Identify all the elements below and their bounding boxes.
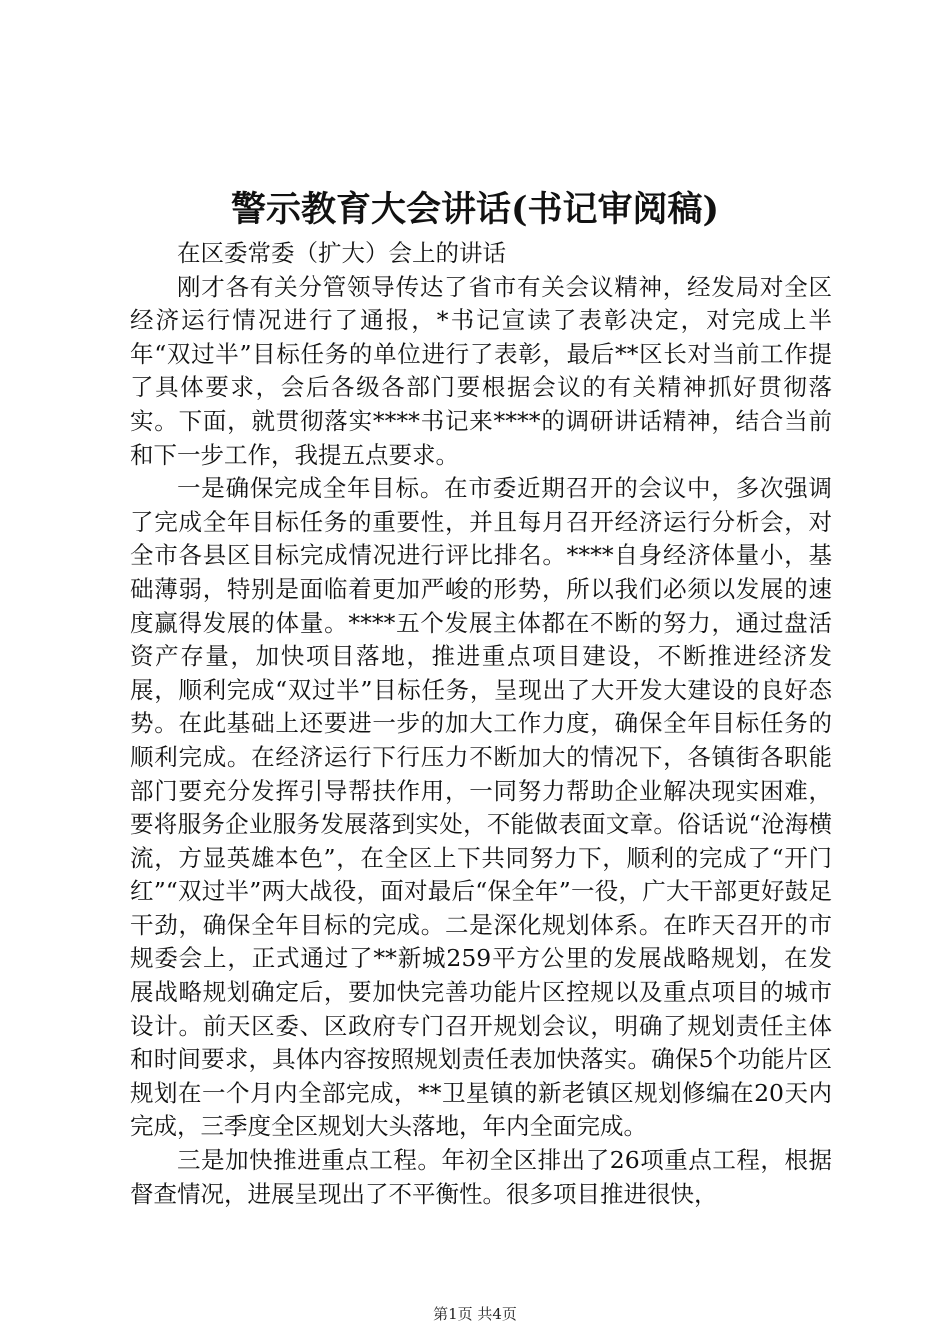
- document-title: 警示教育大会讲话(书记审阅稿): [230, 189, 720, 230]
- document-body: [130, 237, 832, 1211]
- body-paragraph-points: 一是确保完成全年目标。在市委近期召开的会议中，多次强调了完成全年目标任务的重要性，并且每月召开经济运行分析会，对全市各县区目标完成情况进行评比排名。****自身经济体量小，基础薄弱，特别是面临着更加严峻的形势，所以我们必须以发展的速度赢得发展的体量。****五个发展主体都在不断的努力，通过盘活资产存量，加快项目落地，推进重点项目建设，不断推进经济发展，顺利完成“双过半”目标任务，呈现出了大开发大建设的良好态势。在此基础上还要进一步的加大工作力度，确保全年目标任务的顺利完成。在经济运行下行压力不断加大的情况下，各镇街各职能部门要充分发挥引导帮扶作用，一同努力帮助企业解决现实困难，要将服务企业服务发展落到实处，不能做表面文章。俗话说“沧海横流，方显英雄本色”，在全区上下共同努力下，顺利的完成了“开门红”“双过半”两大战役，面对最后“保全年”一役，广大干部更好鼓足干劲，确保全年目标的完成。二是深化规划体系。在昨天召开的市规委会上，正式通过了**新城259平方公里的发展战略规划，在发展战略规划确定后，要加快完善功能片区控规以及重点项目的城市设计。前天区委、区政府专门召开规划会议，明确了规划责任主体和时间要求，具体内容按照规划责任表加快落实。确保5个功能片区规划在一个月内全部完成，**卫星镇的新老镇区规划修编在20天内完成，三季度全区规划大头落地，年内全面完成。: [130, 474, 832, 1141]
- page-number-footer: 第1页 共4页: [433, 1305, 517, 1323]
- body-paragraph-intro: 刚才各有关分管领导传达了省市有关会议精神，经发局对全区经济运行情况进行了通报，*书记宣读了表彰决定，对完成上半年“双过半”目标任务的单位进行了表彰，最后**区长对当前工作提了具体要求，会后各级各部门要根据会议的有关精神抓好贯彻落实。下面，就贯彻落实****书记来****的调研讲话精神，结合当前和下一步工作，我提五点要求。: [130, 272, 832, 469]
- body-paragraph-projects: 三是加快推进重点工程。年初全区排出了26项重点工程，根据督查情况，进展呈现出了不平衡性。很多项目推进很快，: [130, 1146, 832, 1208]
- body-paragraph-subtitle: 在区委常委（扩大）会上的讲话: [177, 239, 506, 267]
